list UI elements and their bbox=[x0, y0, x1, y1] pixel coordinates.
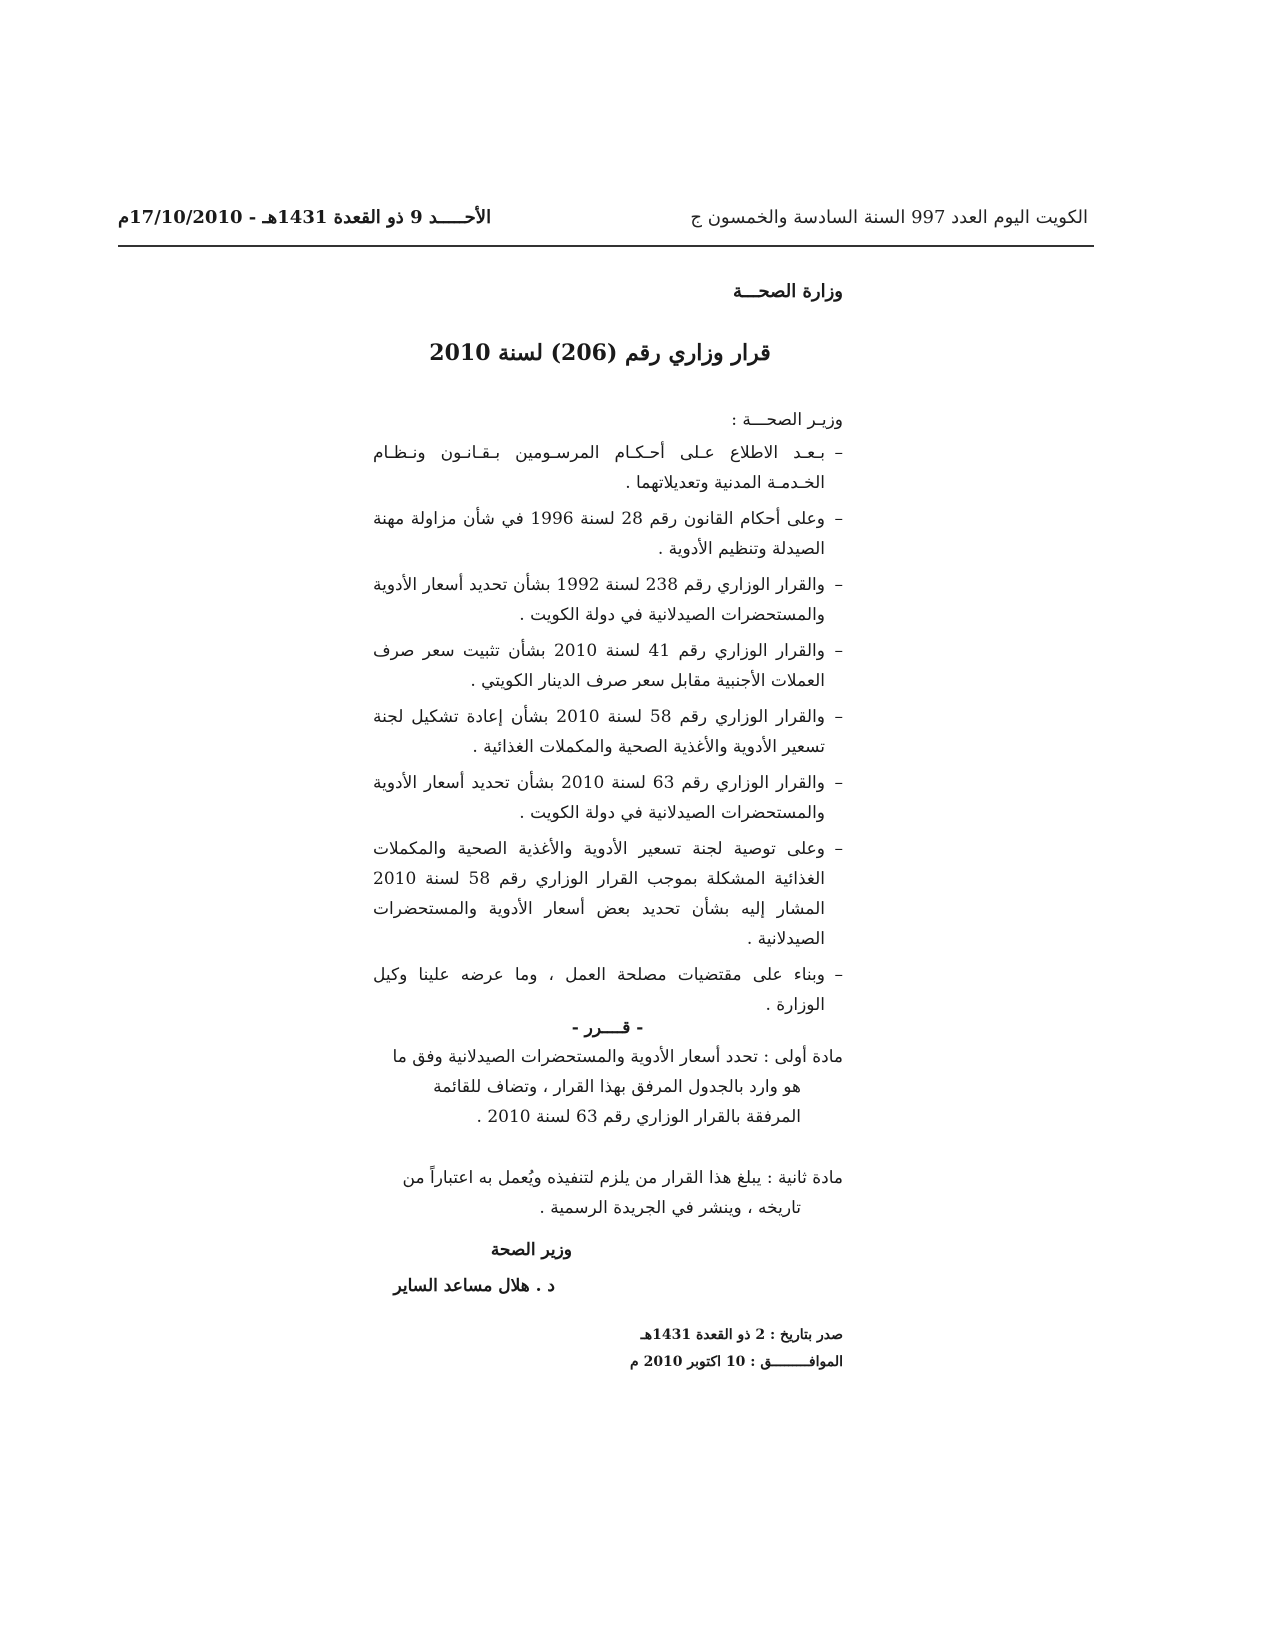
article-label: مادة أولى : bbox=[763, 1047, 843, 1067]
clause-text: بـعـد الاطلاع عـلى أحـكـام المرسـومين بـقـانـون ونـظـام الخـدمـة المدنية وتعديلاتهما . bbox=[373, 443, 825, 493]
preamble-clause: – وعلى توصية لجنة تسعير الأدوية والأغذية الصحية والمكملات الغذائية المشكلة بموجب القرار الوزاري رقم 58 لسنة 2010 المشار إليه بشأن تحديد بعض أسعار الأدوية والمستحضرات الصيدلانية . bbox=[373, 839, 843, 949]
ministry-name: وزارة الصحـــة bbox=[733, 281, 843, 302]
signatory-title: وزير الصحة bbox=[490, 1240, 572, 1260]
issue-date-hijri: صدر بتاريخ : 2 ذو القعدة 1431هـ bbox=[640, 1327, 843, 1343]
clause-text: وعلى توصية لجنة تسعير الأدوية والأغذية الصحية والمكملات الغذائية المشكلة بموجب القرار الوزاري رقم 58 لسنة 2010 المشار إليه بشأن تحديد بعض أسعار الأدوية والمستحضرات الصيدلانية . bbox=[373, 839, 825, 949]
header-divider bbox=[118, 245, 1094, 247]
issuer-label: وزيـر الصحـــة : bbox=[731, 410, 843, 430]
article-one bbox=[383, 1042, 843, 1132]
preamble-clauses bbox=[373, 438, 843, 1026]
article-label: مادة ثانية : bbox=[766, 1168, 843, 1188]
preamble-clause: – وبناء على مقتضيات مصلحة العمل ، وما عرضه علينا وكيل الوزارة . bbox=[373, 965, 843, 1015]
article-continuation: هو وارد بالجدول المرفق بهذا القرار ، وتضاف للقائمة المرفقة بالقرار الوزاري رقم 63 لسنة 2010 . bbox=[433, 1077, 801, 1127]
clause-text: والقرار الوزاري رقم 41 لسنة 2010 بشأن تثبيت سعر صرف العملات الأجنبية مقابل سعر صرف الدينار الكويتي . bbox=[373, 641, 825, 691]
preamble-clause: – والقرار الوزاري رقم 63 لسنة 2010 بشأن تحديد أسعار الأدوية والمستحضرات الصيدلانية في دولة الكويت . bbox=[373, 773, 843, 823]
gazette-date: الأحـــــد 9 ذو القعدة 1431هـ - 17/10/2010م bbox=[118, 207, 492, 228]
issue-date-gregorian: الموافـــــــــق : 10 اكتوبر 2010 م bbox=[630, 1354, 843, 1370]
preamble-clause: – والقرار الوزاري رقم 58 لسنة 2010 بشأن إعادة تشكيل لجنة تسعير الأدوية والأغذية الصحية والمكملات الغذائية . bbox=[373, 707, 843, 757]
preamble-clause: – وعلى أحكام القانون رقم 28 لسنة 1996 في شأن مزاولة مهنة الصيدلة وتنظيم الأدوية . bbox=[373, 509, 843, 559]
preamble-clause: – بـعـد الاطلاع عـلى أحـكـام المرسـومين بـقـانـون ونـظـام الخـدمـة المدنية وتعديلاتهما . bbox=[373, 443, 843, 493]
article-two bbox=[383, 1163, 843, 1223]
preamble-clause: – والقرار الوزاري رقم 238 لسنة 1992 بشأن تحديد أسعار الأدوية والمستحضرات الصيدلانية في دولة الكويت . bbox=[373, 575, 843, 625]
signatory-name: د . هلال مساعد الساير bbox=[393, 1276, 555, 1296]
decision-heading: - قــــرر - bbox=[571, 1018, 644, 1038]
clause-text: والقرار الوزاري رقم 238 لسنة 1992 بشأن تحديد أسعار الأدوية والمستحضرات الصيدلانية في دولة الكويت . bbox=[373, 575, 825, 625]
clause-text: وبناء على مقتضيات مصلحة العمل ، وما عرضه علينا وكيل الوزارة . bbox=[373, 965, 825, 1015]
article-text: تحدد أسعار الأدوية والمستحضرات الصيدلانية وفق ما bbox=[392, 1047, 758, 1067]
article-text: يبلغ هذا القرار من يلزم لتنفيذه ويُعمل به اعتباراً من bbox=[402, 1168, 762, 1188]
clause-text: وعلى أحكام القانون رقم 28 لسنة 1996 في شأن مزاولة مهنة الصيدلة وتنظيم الأدوية . bbox=[373, 509, 826, 559]
article-continuation: تاريخه ، وينشر في الجريدة الرسمية . bbox=[539, 1198, 801, 1218]
preamble-clause: – والقرار الوزاري رقم 41 لسنة 2010 بشأن تثبيت سعر صرف العملات الأجنبية مقابل سعر صرف الدينار الكويتي . bbox=[373, 641, 843, 691]
gazette-issue-info: الكويت اليوم العدد 997 السنة السادسة والخمسون ج bbox=[690, 207, 1088, 228]
decree-title: قرار وزاري رقم (206) لسنة 2010 bbox=[429, 340, 771, 366]
page-header bbox=[118, 207, 1088, 237]
clause-text: والقرار الوزاري رقم 63 لسنة 2010 بشأن تحديد أسعار الأدوية والمستحضرات الصيدلانية في دولة الكويت . bbox=[373, 773, 825, 823]
clause-text: والقرار الوزاري رقم 58 لسنة 2010 بشأن إعادة تشكيل لجنة تسعير الأدوية والأغذية الصحية والمكملات الغذائية . bbox=[373, 707, 826, 757]
